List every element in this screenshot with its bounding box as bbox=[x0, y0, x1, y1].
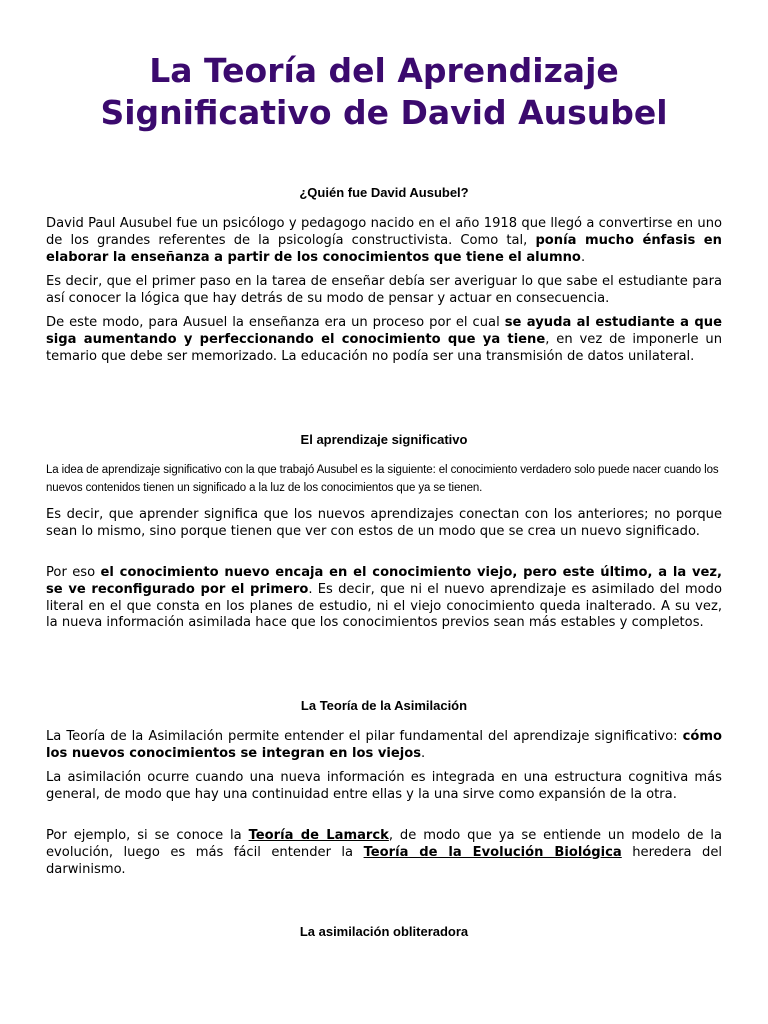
paragraph-conocimiento-nuevo bbox=[46, 565, 722, 632]
paragraph-text: La Teoría de la Asimilación permite entender el pilar fundamental del aprendizaje significativo: bbox=[46, 729, 683, 744]
paragraph-asimilacion-ocurre: La asimilación ocurre cuando una nueva información es integrada en una estructura cognitiva más general, de modo que hay una continuidad entre ellas y la una sirve como expansión de la otra. bbox=[46, 770, 722, 802]
section-heading-quien-fue: ¿Quién fue David Ausubel? bbox=[299, 185, 469, 200]
paragraph-ausubel-bio bbox=[46, 216, 722, 266]
section-heading-teoria-asimilacion: La Teoría de la Asimilación bbox=[300, 698, 468, 713]
link-teoria-evolucion-biologica[interactable]: Teoría de la Evolución Biológica bbox=[363, 844, 622, 860]
paragraph-aprender-significa: Es decir, que aprender significa que los nuevos aprendizajes conectan con los anteriores; no porque sean lo mismo, sino porque tienen que ver con estos de un modo que se crea un nuevo significado. bbox=[46, 507, 722, 539]
paragraph-text: De este modo, para Ausuel la enseñanza era un proceso por el cual bbox=[46, 315, 505, 330]
bold-emphasis: cómo los nuevos conocimientos se integran en los viejos bbox=[46, 729, 722, 761]
paragraph-text: , de modo que ya se entiende un modelo de la evolución, luego es más fácil entender la bbox=[46, 828, 723, 860]
paragraph-ensenanza-proceso bbox=[46, 315, 722, 365]
paragraph-text: , en vez de imponerle un temario que debe ser memorizado. La educación no podía ser una transmisión de datos unilateral. bbox=[46, 331, 722, 364]
link-teoria-lamarck[interactable]: Teoría de Lamarck bbox=[248, 828, 389, 843]
bold-emphasis: el conocimiento nuevo encaja en el conocimiento viejo, pero este último, a la vez, se ve reconfigurado por el primero bbox=[46, 565, 722, 597]
bold-emphasis: se ayuda al estudiante a que siga aumentando y perfeccionando el conocimiento que ya tiene bbox=[46, 315, 722, 347]
section-heading-aprendizaje-significativo: El aprendizaje significativo bbox=[300, 432, 468, 447]
section-heading-asimilacion-obliteradora: La asimilación obliteradora bbox=[299, 924, 469, 939]
paragraph-primer-paso: Es decir, que el primer paso en la tarea de enseñar debía ser averiguar lo que sabe el estudiante para así conocer la lógica que hay detrás de su modo de pensar y actuar en consecuencia. bbox=[46, 274, 722, 306]
paragraph-text: Por ejemplo, si se conoce la bbox=[46, 828, 249, 843]
paragraph-text: heredera del darwinismo. bbox=[46, 844, 723, 877]
paragraph-text: . bbox=[421, 745, 426, 761]
paragraph-idea-aprendizaje: La idea de aprendizaje significativo con la que trabajó Ausubel es la siguiente: el conocimiento verdadero solo puede nacer cuando los nuevos contenidos tienen un significado a la luz de los conocimientos que ya se tienen. bbox=[46, 464, 719, 494]
paragraph-text: . Es decir, que ni el nuevo aprendizaje es asimilado del modo literal en el que consta en los planes de estudio, ni el viejo conocimiento queda inalterado. A su vez, la nueva información asimilada hace que los conocimientos previos sean más estables y completos. bbox=[46, 581, 723, 631]
bold-emphasis: ponía mucho énfasis en elaborar la enseñanza a partir de los conocimientos que tiene el alumno bbox=[46, 232, 722, 265]
paragraph-text: David Paul Ausubel fue un psicólogo y pedagogo nacido en el año 1918 que llegó a convertirse en uno de los grandes referentes de la psicología constructivista. Como tal, bbox=[46, 216, 722, 248]
paragraph-text: . bbox=[580, 249, 586, 265]
paragraph-ejemplo-lamarck bbox=[46, 828, 722, 878]
document-title: La Teoría del Aprendizaje Significativo de David Ausubel bbox=[100, 51, 668, 132]
paragraph-text: Por eso bbox=[46, 565, 101, 580]
paragraph-teoria-asimilacion bbox=[46, 729, 722, 763]
